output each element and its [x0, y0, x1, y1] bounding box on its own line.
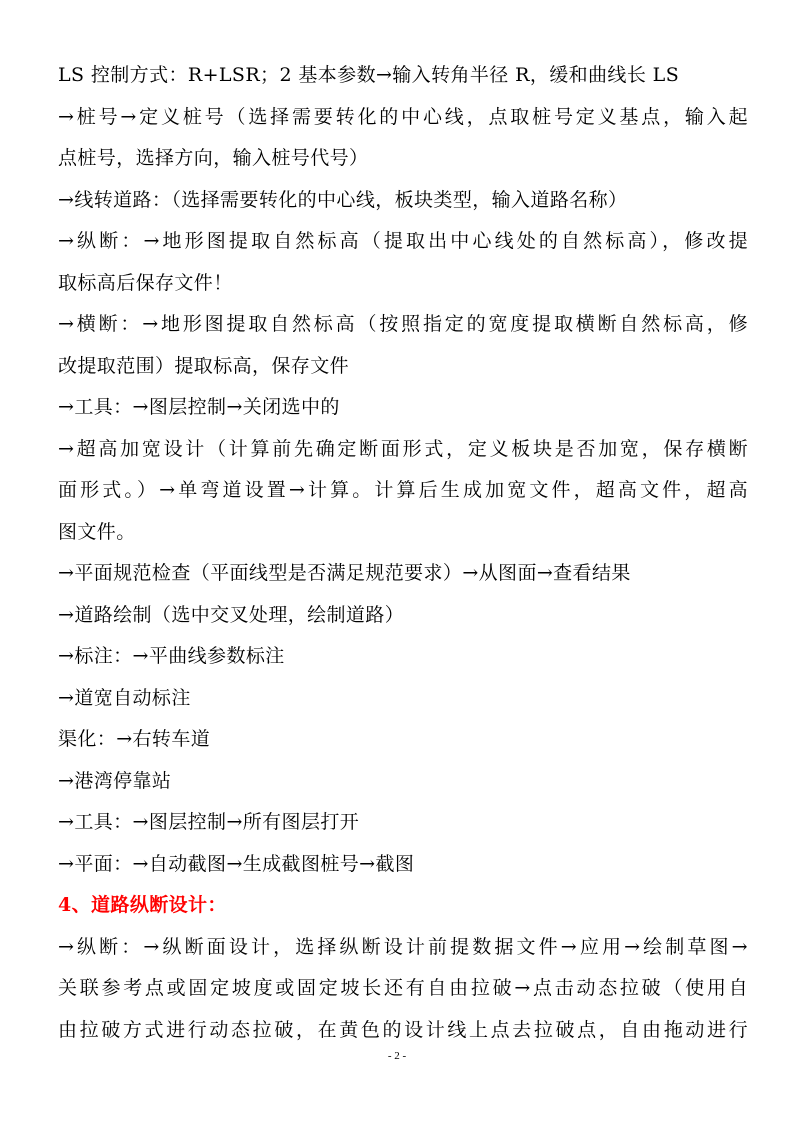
text-line: 关联参考点或固定坡度或固定坡长还有自由拉破→点击动态拉破（使用自 — [58, 977, 748, 999]
text-line: →横断：→地形图提取自然标高（按照指定的宽度提取横断自然标高，修 — [58, 313, 748, 335]
section-paragraph-block — [58, 931, 748, 1056]
text-line: →平面规范检查（平面线型是否满足规范要求）→从图面→查看结果 — [58, 562, 631, 584]
text-line: →工具：→图层控制→所有图层打开 — [58, 811, 360, 833]
text-line: 取标高后保存文件！ — [58, 271, 233, 294]
text-line: 改提取范围）提取标高，保存文件 — [58, 354, 350, 377]
text-line: →纵断：→纵断面设计，选择纵断设计前提数据文件→应用→绘制草图→ — [58, 935, 748, 958]
paragraph-block — [58, 59, 748, 889]
text-line: →纵断：→地形图提取自然标高（提取出中心线处的自然标高），修改提 — [58, 230, 748, 252]
text-line: →道宽自动标注 — [58, 686, 191, 709]
text-line: →桩号→定义桩号（选择需要转化的中心线，点取桩号定义基点，输入起 — [58, 105, 748, 128]
text-line: 渠化：→右转车道 — [58, 728, 211, 750]
text-line: →道路绘制（选中交叉处理，绘制道路） — [58, 603, 405, 626]
page-content — [58, 59, 748, 1055]
section-heading: 4、道路纵断设计： — [58, 894, 227, 916]
text-line: →工具：→图层控制→关闭选中的 — [58, 396, 340, 418]
text-line: 图文件。 — [58, 520, 136, 543]
text-line: →线转道路：（选择需要转化的中心线，板块类型，输入道路名称） — [58, 188, 628, 211]
text-line: LS 控制方式：R+LSR；2 基本参数→输入转角半径 R，缓和曲线长 LS — [58, 64, 680, 86]
text-line: →平面：→自动截图→生成截图桩号→截图 — [58, 852, 415, 875]
page-number: - 2 - — [387, 1050, 407, 1062]
text-line: 由拉破方式进行动态拉破，在黄色的设计线上点去拉破点，自由拖动进行 — [58, 1018, 748, 1041]
text-line: 面形式。）→单弯道设置→计算。计算后生成加宽文件，超高文件，超高 — [58, 479, 748, 501]
text-line: →港湾停靠站 — [58, 769, 172, 792]
text-line: 点桩号，选择方向，输入桩号代号） — [58, 147, 369, 169]
text-line: →超高加宽设计（计算前先确定断面形式，定义板块是否加宽，保存横断 — [58, 437, 748, 460]
text-line: →标注：→平曲线参数标注 — [58, 645, 285, 667]
